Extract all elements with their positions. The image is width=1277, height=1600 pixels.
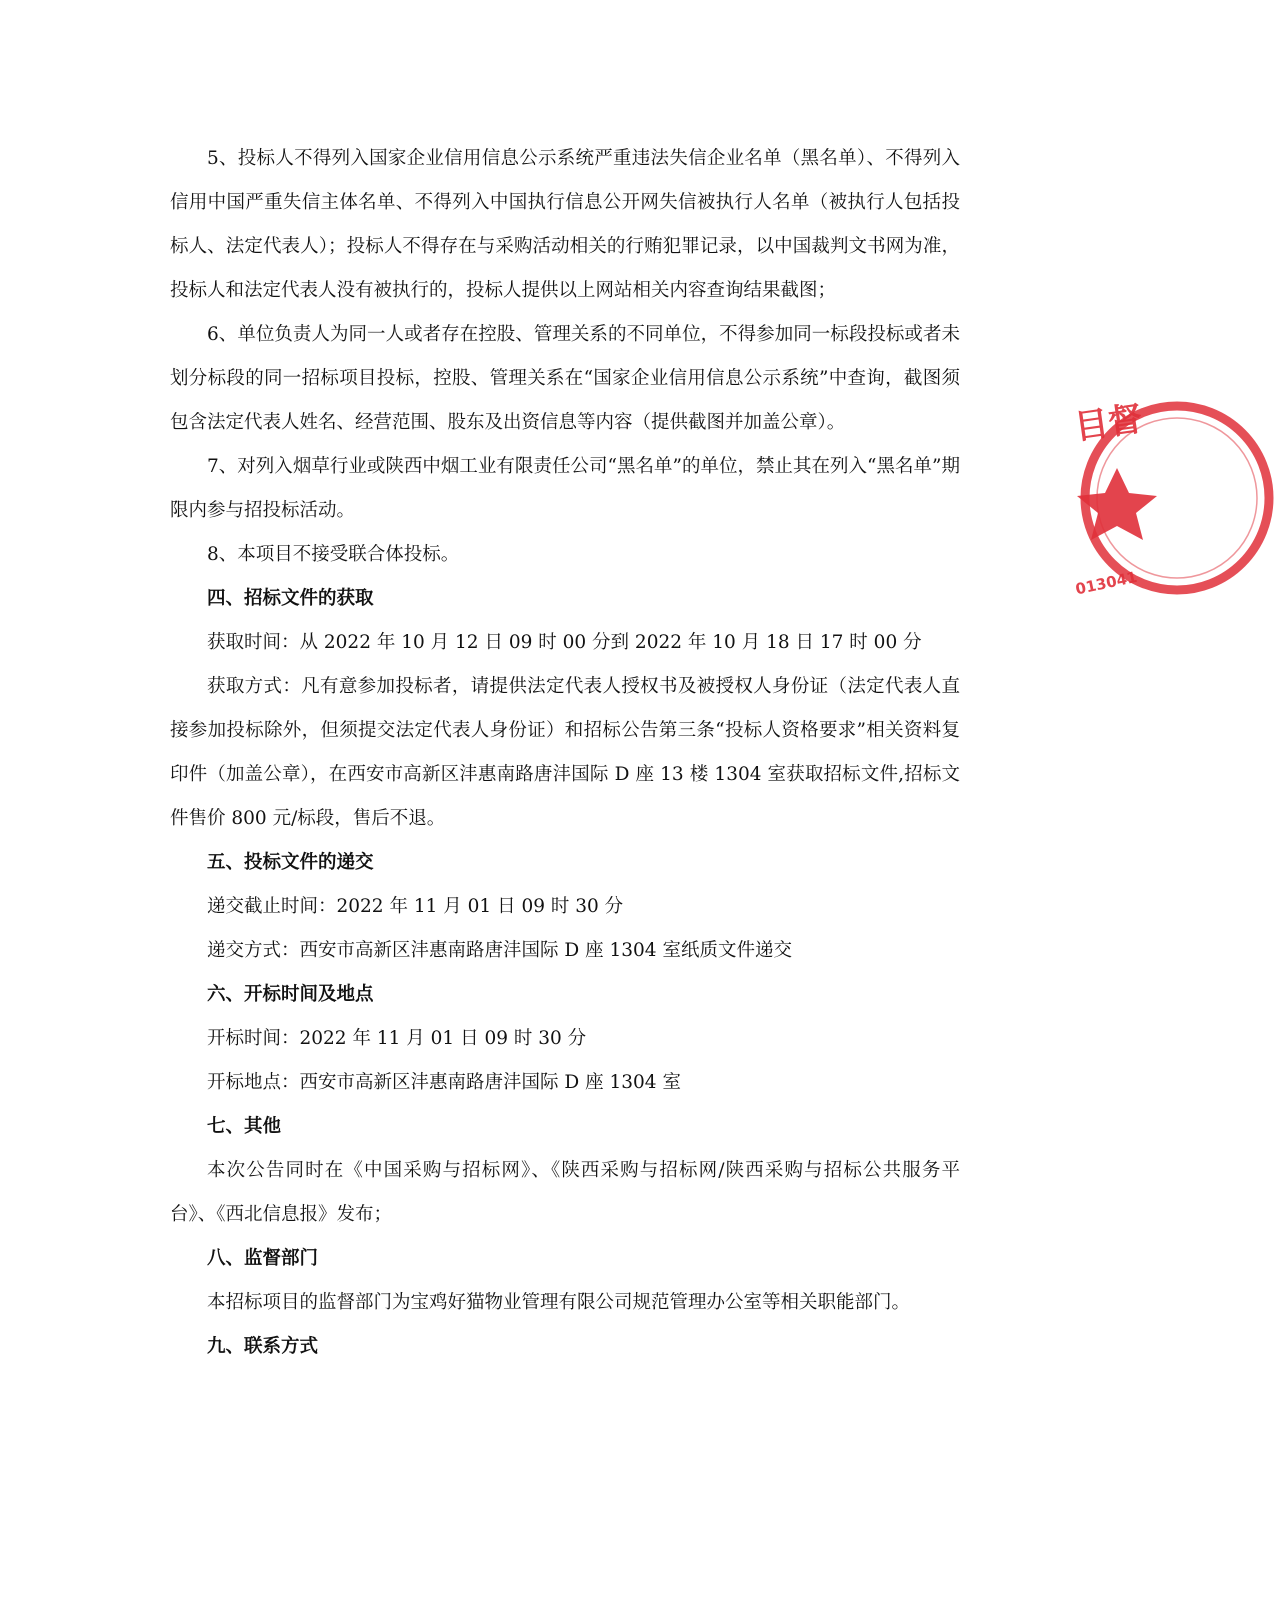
section-heading-supervision: 八、监督部门	[207, 1248, 319, 1269]
submit-method: 递交方式：西安市高新区沣惠南路唐沣国际 D 座 1304 室纸质文件递交	[207, 940, 792, 961]
paragraph-item-7: 7、对列入烟草行业或陕西中烟工业有限责任公司“黑名单”的单位，禁止其在列入“黑名单”期限内参与招投标活动。	[170, 456, 960, 521]
submit-deadline: 递交截止时间：2022 年 11 月 01 日 09 时 30 分	[207, 896, 624, 917]
document-page	[170, 137, 960, 1369]
section-heading-submit: 五、投标文件的递交	[207, 852, 374, 873]
seal-top-text: 目督	[1072, 398, 1145, 448]
opening-time: 开标时间：2022 年 11 月 01 日 09 时 30 分	[207, 1028, 587, 1049]
section-heading-obtain: 四、招标文件的获取	[207, 588, 374, 609]
supervision-text: 本招标项目的监督部门为宝鸡好猫物业管理有限公司规范管理办公室等相关职能部门。	[207, 1292, 911, 1313]
paragraph-item-5: 5、投标人不得列入国家企业信用信息公示系统严重违法失信企业名单（黑名单）、不得列入信用中国严重失信主体名单、不得列入中国执行信息公开网失信被执行人名单（被执行人包括投标人、法定代表人）；投标人不得存在与采购活动相关的行贿犯罪记录，以中国裁判文书网为准，投标人和法定代表人没有被执行的，投标人提供以上网站相关内容查询结果截图；	[170, 148, 960, 301]
section-heading-contact: 九、联系方式	[207, 1336, 319, 1357]
obtain-method: 获取方式：凡有意参加投标者，请提供法定代表人授权书及被授权人身份证（法定代表人直接参加投标除外，但须提交法定代表人身份证）和招标公告第三条“投标人资格要求”相关资料复印件（加盖公章），在西安市高新区沣惠南路唐沣国际 D 座 13 楼 1304 室获取招标文件,招标文件售价 800 元/标段，售后不退。	[170, 676, 960, 829]
other-text: 本次公告同时在《中国采购与招标网》、《陕西采购与招标网/陕西采购与招标公共服务平台》、《西北信息报》发布；	[170, 1160, 960, 1225]
paragraph-item-6: 6、单位负责人为同一人或者存在控股、管理关系的不同单位，不得参加同一标段投标或者未划分标段的同一招标项目投标，控股、管理关系在“国家企业信用信息公示系统”中查询，截图须包含法定代表人姓名、经营范围、股东及出资信息等内容（提供截图并加盖公章）。	[170, 324, 960, 433]
obtain-time: 获取时间：从 2022 年 10 月 12 日 09 时 00 分到 2022 年 10 月 18 日 17 时 00 分	[207, 632, 922, 653]
official-seal	[1072, 388, 1277, 618]
opening-place: 开标地点：西安市高新区沣惠南路唐沣国际 D 座 1304 室	[207, 1072, 681, 1093]
paragraph-item-8: 8、本项目不接受联合体投标。	[207, 544, 460, 565]
section-heading-opening: 六、开标时间及地点	[207, 984, 374, 1005]
seal-number-text: 013041	[1073, 567, 1139, 599]
section-heading-other: 七、其他	[207, 1116, 282, 1137]
